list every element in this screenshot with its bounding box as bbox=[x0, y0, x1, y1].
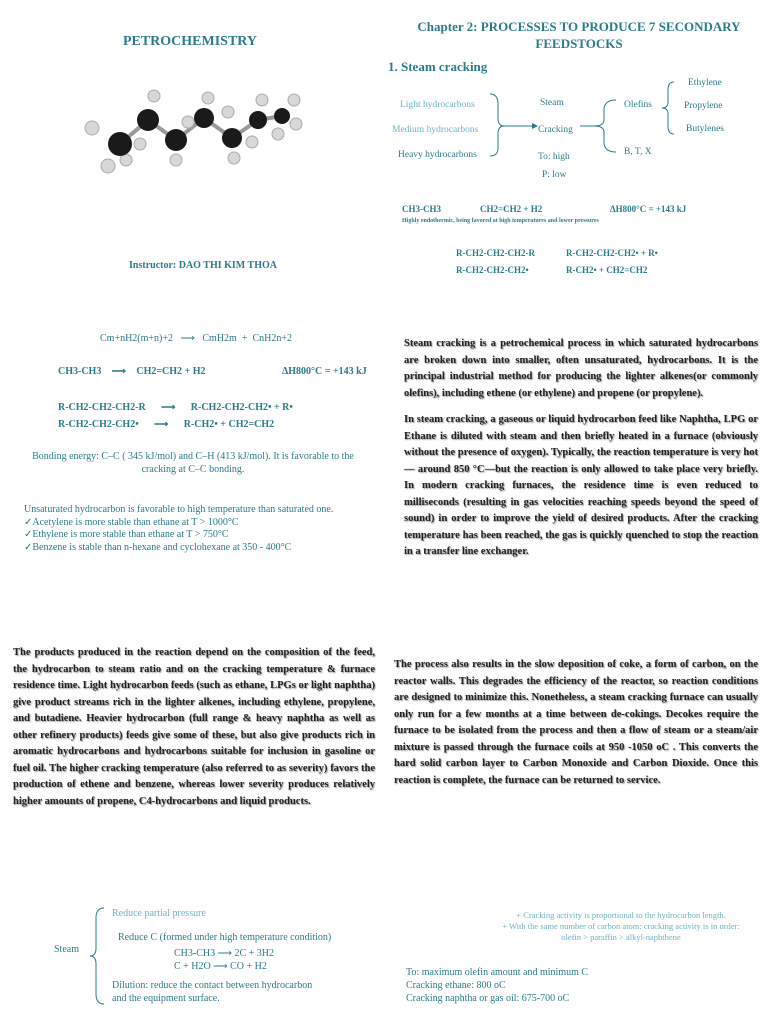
general-eq-lhs: Cm+nH2(m+n)+2 bbox=[100, 333, 174, 344]
olefin-item: Propylene bbox=[684, 101, 723, 111]
steam-item: Dilution: reduce the contact between hydrocarbon bbox=[112, 980, 313, 991]
eq-arrow: ⟶ bbox=[161, 402, 176, 413]
eq-lhs: R-CH2-CH2-CH2-R bbox=[58, 402, 146, 413]
right-radical-eq2-rhs: R-CH2• + CH2=CH2 bbox=[566, 265, 648, 275]
cracking-notes bbox=[476, 910, 766, 943]
right-radical-eq2-lhs: R-CH2-CH2-CH2• bbox=[456, 265, 529, 275]
temp-item: Cracking ethane: 800 oC bbox=[406, 980, 506, 991]
right-ethane-lhs: CH3-CH3 bbox=[402, 204, 441, 214]
diagram-olefins: Olefins bbox=[624, 100, 652, 110]
steam-label: Steam bbox=[54, 944, 79, 955]
steam-cracking-paragraph-2: In steam cracking, a gaseous or liquid hydrocarbon feed like Naphtha, LPG or Ethane is diluted with steam and then briefly heated in a furnace (obviously without the presence of oxygen). Typically, the reaction temperature is very hot — around 850 °C—but the reaction is only allowed to take place very briefly. In modern cracking furnaces, the residence time is even reduced to milliseconds (resulting in gas velocities reaching speeds beyond the speed of sound) in order to improve the yield of desired products. After the cracking temperature has been reached, the gas is quickly quenched to stop the reaction in a transfer line exchanger. bbox=[404, 414, 758, 557]
general-eq-p2: CnH2n+2 bbox=[252, 333, 292, 344]
temperature-notes bbox=[406, 966, 588, 1005]
note-item: olefin > paraffin > alkyl-naphthene bbox=[561, 932, 681, 942]
page-title: PETROCHEMISTRY bbox=[122, 34, 258, 49]
diagram-btx: B, T, X bbox=[624, 147, 652, 157]
left-radical-eq-2 bbox=[58, 419, 274, 430]
steam-item: Reduce C (formed under high temperature condition) bbox=[118, 932, 332, 943]
coke-paragraph: The process also results in the slow deposition of coke, a form of carbon, on the reactor walls. This degrades the efficiency of the reactor, so reaction conditions are designed to minimize this. Nonetheless, a steam cracking furnace can usually only run for a few months at a time between de-cokings. Decokes require the furnace to be isolated from the process and then a flow of steam or a steam/air mixture is passed through the furnace coils at 950 -1050 oC . This converts the hard solid carbon layer to Carbon Monoxide and Carbon Dioxide. Once this reaction is complete, the furnace can be returned to service. bbox=[394, 659, 758, 786]
products-paragraph: The products produced in the reaction depend on the composition of the feed, the hydrocarbon to steam ratio and on the cracking temperature & furnace residence time. Light hydrocarbon feeds (such as ethane, LPGs or light naphtha) give product streams rich in the lighter alkenes, including ethylene, propylene, and butadiene. Heavier hydrocarbon (full range & heavy naphtha as well as other refinery products) feeds give some of these, but also give products rich in aromatic hydrocarbons and hydrocarbons suitable for inclusion in gasoline or fuel oil. The higher cracking temperature (also referred to as severity) favors the production of ethene and benzene, whereas lower severity produces relatively higher amounts of propene, C4-hydrocarbons and liquid products. bbox=[13, 647, 375, 807]
feed-medium: Medium hydrocarbons bbox=[392, 125, 479, 135]
eq-lhs: CH3-CH3 bbox=[58, 366, 102, 377]
diagram-pressure: P: low bbox=[542, 170, 567, 180]
bonding-energy-text: Bonding energy: C–C ( 345 kJ/mol) and C–H (413 kJ/mol). It is favorable to the cracking at C–C bonding. bbox=[32, 451, 354, 475]
steam-item: C + H2O ⟶ CO + H2 bbox=[174, 961, 267, 972]
note-item: + Cracking activity is proportional to the hydrocarbon length. bbox=[516, 910, 726, 920]
eq-lhs: R-CH2-CH2-CH2• bbox=[58, 419, 139, 430]
general-equation bbox=[100, 333, 292, 344]
unsaturated-title: Unsaturated hydrocarbon is favorable to high temperature than saturated one. bbox=[24, 504, 334, 515]
olefin-item: Butylenes bbox=[686, 124, 724, 134]
steam-brace bbox=[88, 906, 108, 1006]
steam-item: CH3-CH3 ⟶ 2C + 3H2 bbox=[174, 948, 274, 959]
chapter-title: Chapter 2: PROCESSES TO PRODUCE 7 SECONDARY FEEDSTOCKS bbox=[417, 19, 741, 51]
general-eq-plus: + bbox=[241, 333, 248, 344]
section-title: 1. Steam cracking bbox=[388, 59, 488, 74]
diagram-cracking: Cracking bbox=[538, 125, 573, 135]
left-enthalpy: ΔH800°C = +143 kJ bbox=[282, 366, 367, 377]
left-ethane-equation bbox=[58, 366, 206, 377]
molecule-illustration bbox=[78, 82, 308, 192]
steam-item: and the equipment surface. bbox=[112, 993, 220, 1004]
note-item: + With the same number of carbon atom: cracking activity is in order: bbox=[502, 921, 740, 931]
olefin-item: Ethylene bbox=[688, 78, 722, 88]
steam-cracking-paragraph-1: Steam cracking is a petrochemical process in which saturated hydrocarbons are broken down into smaller, often unsaturated, hydrocarbons. It is the principal industrial method for producing the lighter alkenes(or commonly olefins), including ethene (or ethylene) and propene (or propylene). bbox=[404, 338, 758, 399]
unsaturated-item: ✓Ethylene is more stable than ethane at T > 750°C bbox=[24, 529, 229, 540]
instructor-label: Instructor: DAO THI KIM THOA bbox=[129, 260, 277, 271]
temp-item: Cracking naphtha or gas oil: 675-700 oC bbox=[406, 993, 570, 1004]
eq-rhs: R-CH2• + CH2=CH2 bbox=[183, 419, 275, 430]
eq-arrow: ⟶ bbox=[154, 419, 169, 430]
eq-rhs: R-CH2-CH2-CH2• + R• bbox=[190, 402, 293, 413]
eq-arrow: ⟶ bbox=[111, 366, 127, 377]
diagram-temperature: To: high bbox=[538, 152, 570, 162]
right-radical-eq1-rhs: R-CH2-CH2-CH2• + R• bbox=[566, 248, 658, 258]
feed-light: Light hydrocarbons bbox=[400, 100, 475, 110]
general-eq-arrow: ⟶ bbox=[180, 333, 195, 344]
feed-heavy: Heavy hydrocarbons bbox=[398, 150, 477, 160]
temp-item: To: maximum olefin amount and minimum C bbox=[406, 967, 589, 978]
eq-rhs: CH2=CH2 + H2 bbox=[136, 366, 206, 377]
general-eq-p1: CmH2m bbox=[202, 333, 237, 344]
unsaturated-block bbox=[24, 504, 374, 554]
endothermic-note: Highly endothermic, being favored at high temperatures and lower pressures bbox=[402, 218, 599, 224]
right-ethane-rhs: CH2=CH2 + H2 bbox=[480, 204, 543, 214]
left-radical-eq-1 bbox=[58, 402, 293, 413]
unsaturated-item: ✓Acetylene is more stable than ethane at T > 1000°C bbox=[24, 516, 239, 528]
right-radical-eq1-lhs: R-CH2-CH2-CH2-R bbox=[456, 248, 535, 258]
olefin-brace bbox=[660, 80, 680, 136]
diagram-steam: Steam bbox=[540, 98, 564, 108]
right-enthalpy: ΔH800°C = +143 kJ bbox=[610, 204, 687, 214]
unsaturated-item: ✓Benzene is stable than n-hexane and cyclohexane at 350 - 400°C bbox=[24, 541, 292, 553]
steam-item: Reduce partial pressure bbox=[112, 908, 206, 919]
